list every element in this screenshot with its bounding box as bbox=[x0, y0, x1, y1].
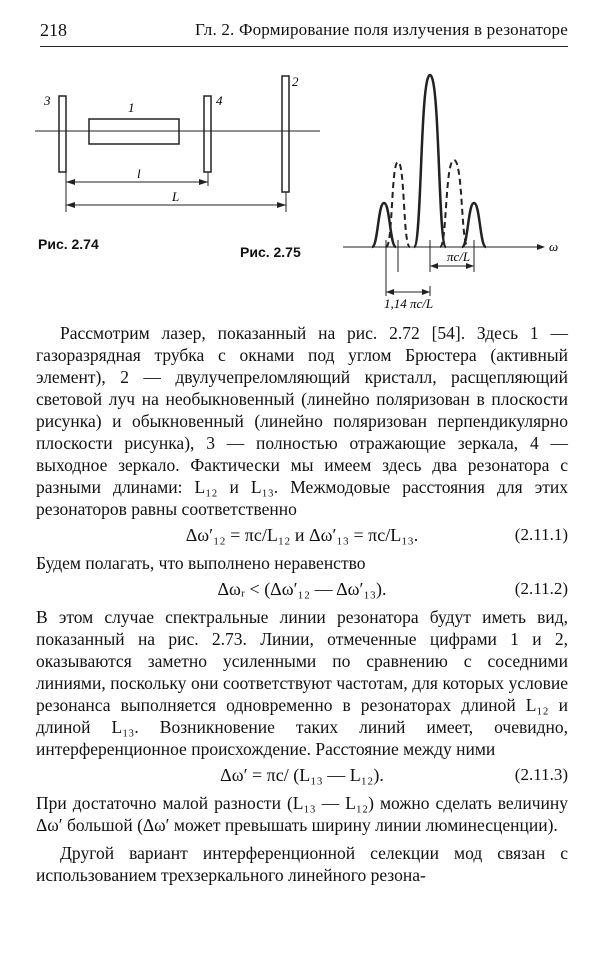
figure-2-75-spectrum bbox=[343, 75, 558, 311]
equation-formula: Δωᵣ < (Δω′₁₂ — Δω′₁₃). bbox=[217, 579, 387, 599]
mirror-3 bbox=[59, 96, 66, 172]
solid-peak-1 bbox=[372, 203, 396, 247]
spacing-label: πc/L bbox=[447, 249, 471, 264]
dashed-peak-2 bbox=[440, 160, 468, 247]
label-mirror-4: 4 bbox=[216, 93, 223, 108]
figure-2-74-diagram bbox=[35, 74, 320, 212]
dashed-peak-1 bbox=[386, 162, 410, 247]
caption-fig-2-75: Рис. 2.75 bbox=[240, 244, 301, 260]
figures-area bbox=[0, 0, 600, 320]
mirror-4 bbox=[204, 96, 211, 172]
paragraph-4: При достаточно малой разности (L₁₃ — L₁₂) можно сделать величину Δω′ большой (Δω′ может превышать ширину линии люминесценции). bbox=[36, 793, 568, 835]
crystal-2 bbox=[282, 76, 289, 192]
solid-peak-2 bbox=[414, 75, 446, 247]
body-text bbox=[36, 322, 568, 886]
label-crystal-2: 2 bbox=[292, 74, 299, 89]
equation-formula: Δω′₁₂ = πc/L₁₂ и Δω′₁₃ = πc/L₁₃. bbox=[185, 525, 419, 545]
equation-2-11-2 bbox=[36, 577, 568, 603]
omega-axis-label: ω bbox=[549, 239, 559, 254]
equation-number: (2.11.3) bbox=[514, 765, 568, 784]
page-number: 218 bbox=[40, 20, 67, 40]
equation-number: (2.11.2) bbox=[514, 579, 568, 598]
paragraph-3: В этом случае спектральные линии резонатора будут иметь вид, показанный на рис. 2.73. Линии, отмеченные цифрами 1 и 2, оказываются заметно усиленными по сравнению с соседними линиями, поскольку они соответствуют частотам, для которых условие резонанса выполняется одновременно в резонаторах длиной L₁₂ и длиной L₁₃. Возникновение таких линий имеет, очевидно, интерференционное происхождение. Расстояние между ними bbox=[36, 607, 568, 759]
label-length-l: l bbox=[137, 166, 141, 181]
equation-number: (2.11.1) bbox=[514, 525, 568, 544]
running-title: Гл. 2. Формирование поля излучения в резонаторе bbox=[195, 20, 568, 39]
label-tube-1: 1 bbox=[128, 100, 135, 115]
equation-2-11-1 bbox=[36, 523, 568, 549]
label-length-L: L bbox=[172, 189, 180, 204]
paragraph-5: Другой вариант интерференционной селекции мод связан с использованием трехзеркального линейного резона- bbox=[36, 843, 568, 885]
caption-fig-2-74: Рис. 2.74 bbox=[38, 236, 99, 252]
spacing-label-2: 1,14 πc/L bbox=[384, 296, 434, 311]
label-mirror-3: 3 bbox=[44, 93, 51, 108]
equation-formula: Δω′ = πc/ (L₁₃ — L₁₂). bbox=[220, 765, 384, 785]
paragraph-1: Рассмотрим лазер, показанный на рис. 2.72 [54]. Здесь 1 — газоразрядная трубка с окнами под углом Брюстера (активный элемент), 2 — двулучепреломляющий кристалл, расщепляющий световой луч на необыкновенный (линейно поляризован в плоскости рисунка) и обыкновенный (линейно поляризован перпендикулярно плоскости рисунка), 3 — полностью отражающие зеркала, 4 — выходное зеркало. Фактически мы имеем здесь два резонатора с разными длинами: L₁₂ и L₁₃. Межмодовые расстояния для этих резонаторов равны соответственно bbox=[36, 323, 568, 519]
equation-2-11-3 bbox=[36, 763, 568, 789]
paragraph-2: Будем полагать, что выполнено неравенство bbox=[36, 553, 366, 573]
